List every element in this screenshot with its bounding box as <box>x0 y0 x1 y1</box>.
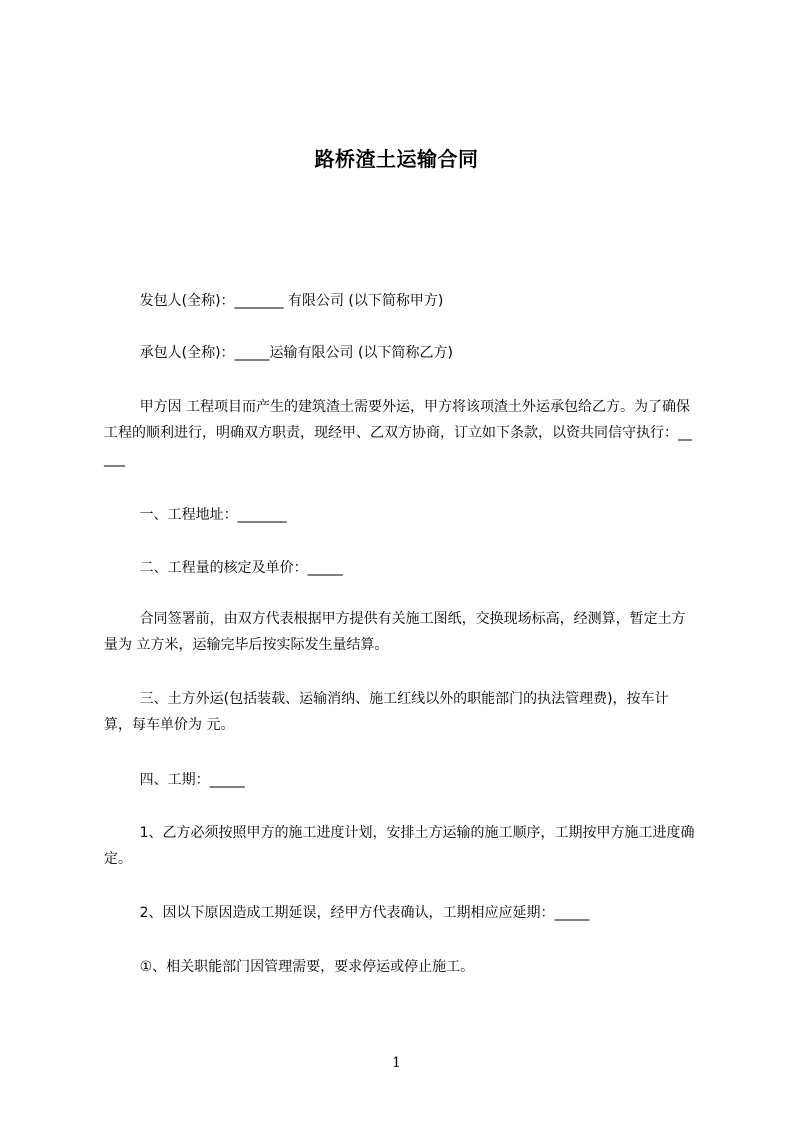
quantity-paragraph: 合同签署前，由双方代表根据甲方提供有关施工图纸，交换现场标高，经测算，暂定土方量为 立方米，运输完毕后按实际发生量结算。 <box>104 611 686 653</box>
schedule-clause-2: 2、因以下原因造成工期延误，经甲方代表确认，工期相应应延期：_____ <box>104 905 590 921</box>
schedule-clause-2-item-1: ①、相关职能部门因管理需要，要求停运或停止施工。 <box>104 959 475 975</box>
party-a-line: 发包人(全称)：_______ 有限公司 (以下简称甲方) <box>104 293 444 309</box>
section-3-paragraph: 三、土方外运(包括装载、运输消纳、施工红线以外的职能部门的执法管理费)，按车计算，每车单价为 元。 <box>104 691 669 733</box>
section-1-heading: 一、工程地址：_______ <box>104 507 287 523</box>
schedule-clause-1: 1、乙方必须按照甲方的施工进度计划，安排土方运输的施工顺序，工期按甲方施工进度确定。 <box>104 825 695 867</box>
page-title: 路桥渣土运输合同 <box>314 147 479 171</box>
section-2-heading: 二、工程量的核定及单价：_____ <box>104 560 343 576</box>
section-4-heading: 四、工期：_____ <box>104 772 245 788</box>
party-b-line: 承包人(全称)：_____运输有限公司 (以下简称乙方) <box>104 345 453 361</box>
preamble-paragraph: 甲方因 工程项目而产生的建筑渣土需要外运，甲方将该项渣土外运承包给乙方。为了确保工程的顺利进行，明确双方职责，现经甲、乙双方协商，订立如下条款，以资共同信守执行：_____ <box>104 399 692 467</box>
page-number: 1 <box>392 1055 401 1071</box>
